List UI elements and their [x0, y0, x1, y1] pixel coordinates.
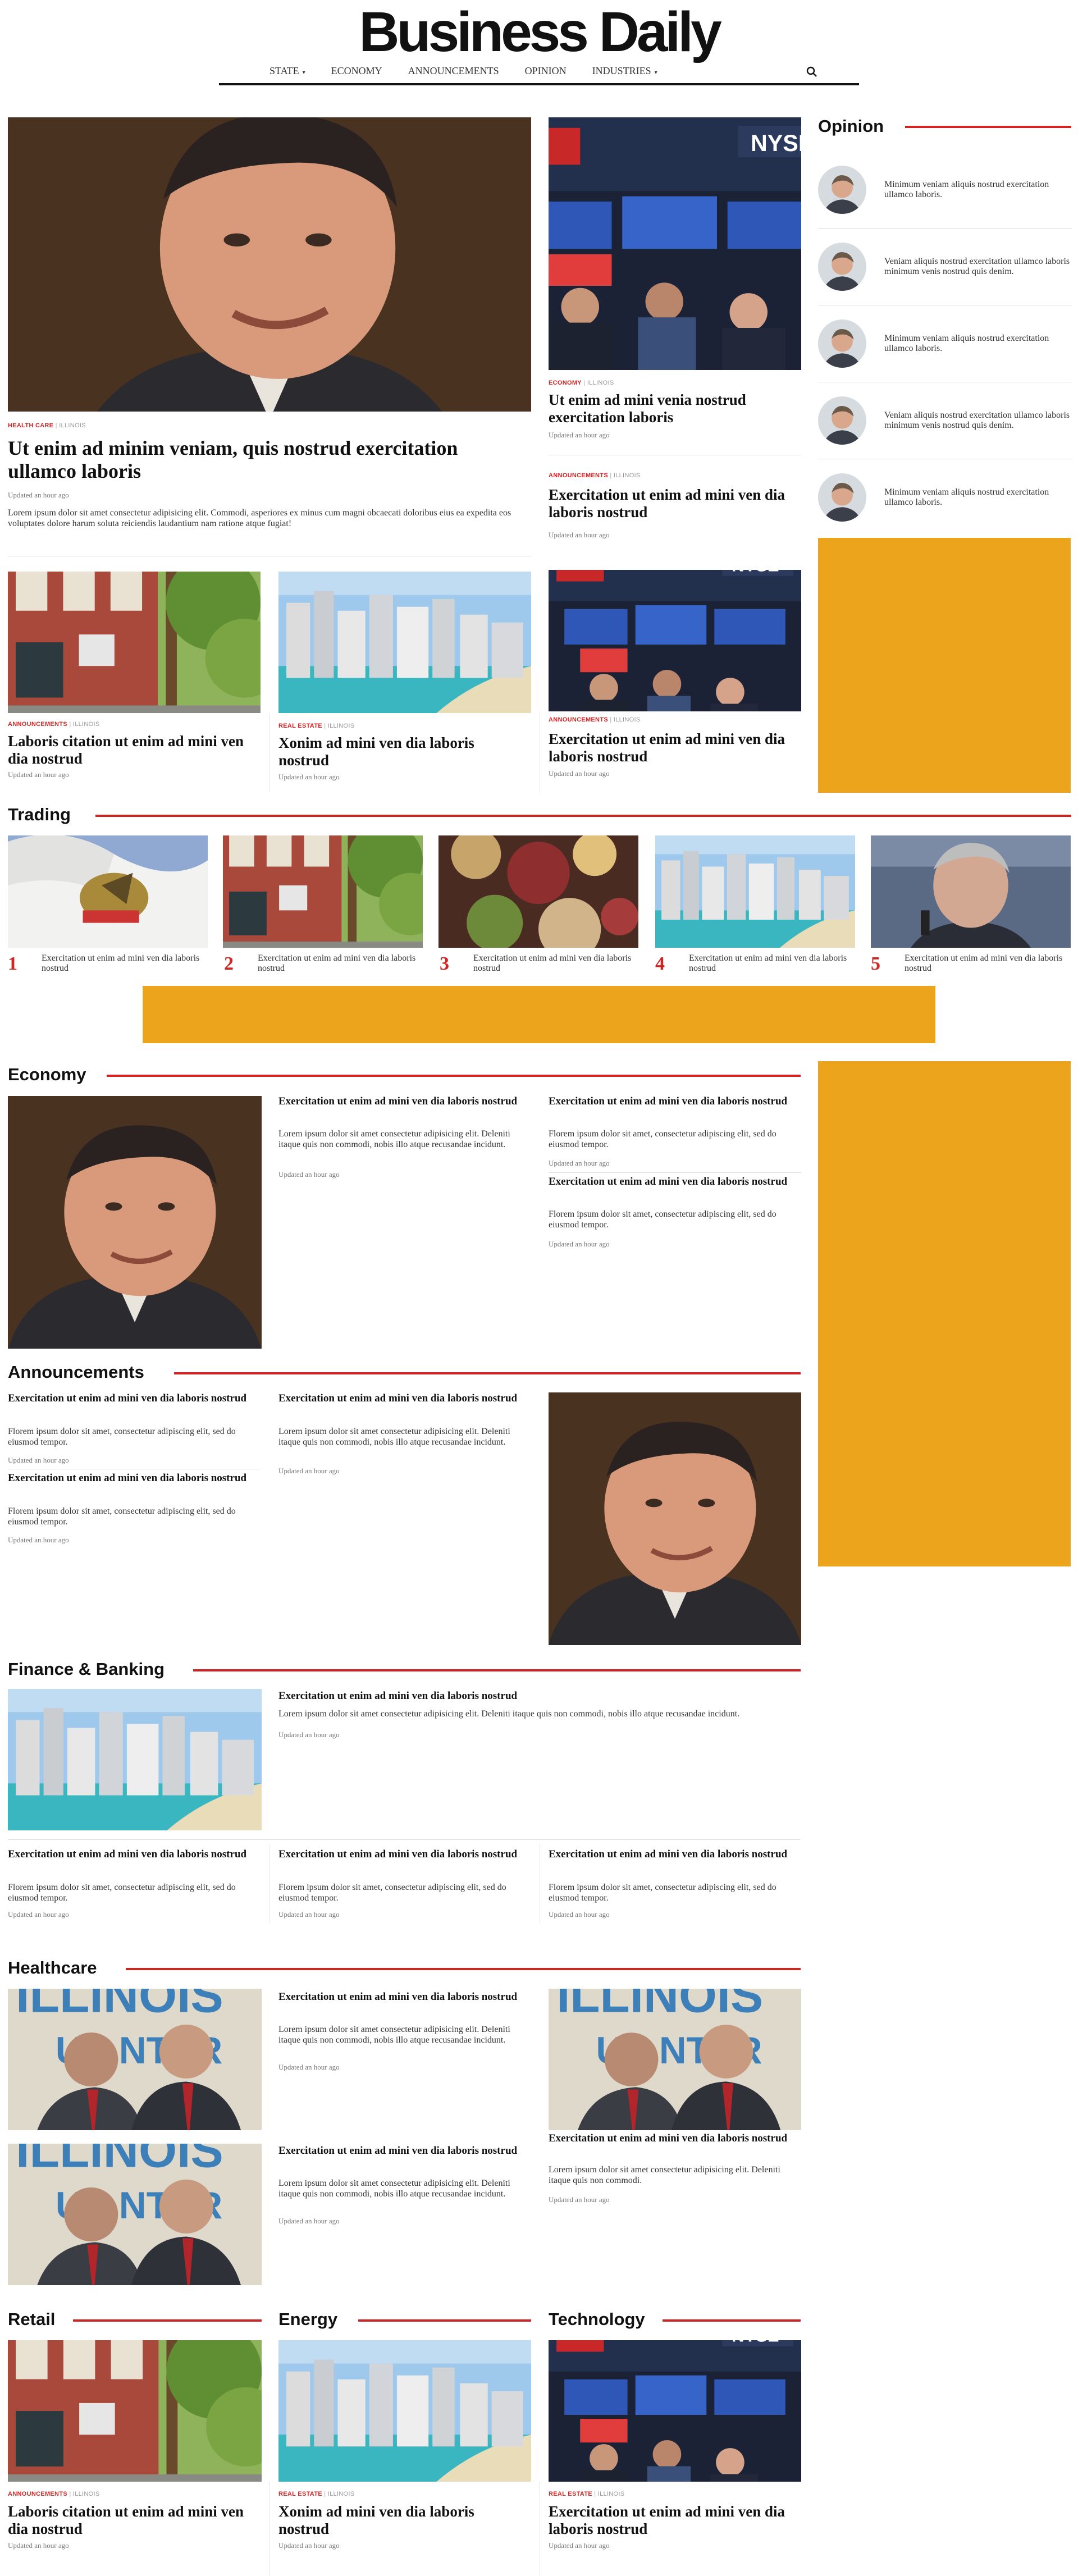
trading-headline[interactable]: Exercitation ut enim ad mini ven dia laboris nostrud — [42, 953, 200, 973]
story-image[interactable] — [278, 2340, 531, 2482]
story-headline[interactable]: Xonim ad mini ven dia laboris nostrud — [278, 734, 474, 769]
ad-slot-sidebar[interactable] — [818, 1061, 1071, 1566]
updated-time: Updated an hour ago — [278, 1170, 340, 1179]
updated-time: Updated an hour ago — [278, 2217, 340, 2225]
trading-heading[interactable]: Trading — [8, 803, 82, 826]
story-image[interactable] — [8, 2340, 262, 2482]
story-headline[interactable]: Exercitation ut enim ad mini ven dia laboris nostrud — [8, 1392, 247, 1404]
section-rule — [358, 2319, 531, 2322]
search-icon[interactable] — [806, 66, 817, 77]
opinion-item[interactable]: Minimum veniam aliquis nostrud exercitation ullamco laboris. — [818, 305, 1072, 382]
trading-image[interactable] — [871, 835, 1071, 948]
updated-time: Updated an hour ago — [278, 2541, 340, 2550]
opinion-item[interactable]: Veniam aliquis nostrud exercitation ullamco laboris minimum venis nostrud quis denim. — [818, 229, 1072, 305]
section-rule — [905, 126, 1071, 128]
updated-time: Updated an hour ago — [549, 1240, 610, 1248]
nav-item-state[interactable]: STATE ▾ — [270, 65, 305, 76]
story-excerpt: Florem ipsum dolor sit amet, consectetur adipiscing elit, sed do eiusmod tempor. — [8, 1506, 236, 1527]
avatar — [818, 396, 866, 445]
updated-time: Updated an hour ago — [549, 431, 610, 439]
rank-number: 1 — [8, 953, 17, 974]
category-link[interactable]: HEALTH CARE — [8, 422, 54, 429]
chevron-down-icon: ▾ — [302, 69, 305, 76]
opinion-item[interactable]: Veniam aliquis nostrud exercitation ullamco laboris minimum venis nostrud quis denim. — [818, 382, 1072, 459]
side-mid-meta: ANNOUNCEMENTS | ILLINOIS — [549, 472, 641, 479]
updated-time: Updated an hour ago — [278, 2063, 340, 2071]
finance-heading[interactable]: Finance & Banking — [8, 1658, 176, 1680]
nav-item-economy[interactable]: ECONOMY — [331, 65, 382, 76]
trading-headline[interactable]: Exercitation ut enim ad mini ven dia laboris nostrud — [689, 953, 847, 973]
trading-image[interactable] — [438, 835, 638, 948]
updated-time: Updated an hour ago — [8, 1910, 69, 1919]
section-rule — [107, 1075, 801, 1077]
story-excerpt: Lorem ipsum dolor sit amet consectetur adipisicing elit. Deleniti itaque quis non commodi. — [549, 2165, 780, 2185]
chevron-down-icon: ▾ — [654, 69, 657, 76]
story-excerpt: Lorem ipsum dolor sit amet consectetur adipisicing elit. Deleniti itaque quis non commodi, nobis illo atque recusandae incidunt. — [278, 1129, 510, 1149]
updated-time: Updated an hour ago — [278, 1910, 340, 1919]
trading-image[interactable] — [8, 835, 208, 948]
rank-number: 4 — [655, 953, 665, 974]
side-top-image[interactable] — [549, 117, 801, 370]
updated-time: Updated an hour ago — [8, 1456, 69, 1464]
story-image[interactable] — [278, 572, 531, 713]
economy-heading[interactable]: Economy — [8, 1063, 98, 1086]
nav-item-announcements[interactable]: ANNOUNCEMENTS — [408, 65, 499, 76]
story-headline[interactable]: Laboris citation ut enim ad mini ven dia nostrud — [8, 2503, 244, 2537]
story-headline[interactable]: Laboris citation ut enim ad mini ven dia nostrud — [8, 733, 244, 767]
ad-slot-sidebar[interactable] — [818, 538, 1071, 793]
rank-number: 5 — [871, 953, 880, 974]
story-excerpt: Florem ipsum dolor sit amet, consectetur adipiscing elit, sed do eiusmod tempor. — [549, 1883, 776, 1903]
story-headline[interactable]: Exercitation ut enim ad mini ven dia laboris nostrud — [549, 730, 785, 765]
avatar — [818, 166, 866, 214]
section-rule — [174, 1372, 801, 1374]
updated-time: Updated an hour ago — [8, 2541, 69, 2550]
location-label: ILLINOIS — [59, 422, 86, 429]
updated-time: Updated an hour ago — [549, 2541, 610, 2550]
updated-time: Updated an hour ago — [549, 769, 610, 778]
avatar — [818, 319, 866, 368]
updated-time: Updated an hour ago — [278, 773, 340, 781]
opinion-list — [818, 152, 1072, 536]
healthcare-image[interactable] — [8, 2144, 262, 2285]
section-rule — [126, 1968, 801, 1970]
healthcare-image[interactable] — [8, 1989, 262, 2130]
section-rule — [193, 1669, 801, 1671]
retail-heading[interactable]: Retail — [8, 2308, 66, 2331]
healthcare-heading[interactable]: Healthcare — [8, 1957, 108, 1979]
story-headline[interactable]: Exercitation ut enim ad mini ven dia laboris nostrud — [278, 1392, 518, 1404]
updated-time: Updated an hour ago — [549, 1910, 610, 1919]
story-excerpt: Lorem ipsum dolor sit amet consectetur adipisicing elit. Deleniti itaque quis non commodi, nobis illo atque recusandae incidunt. — [278, 1427, 510, 1447]
story-excerpt: Lorem ipsum dolor sit amet consectetur adipisicing elit. Deleniti itaque quis non commodi, nobis illo atque recusandae incidunt. — [278, 1709, 740, 1719]
updated-time: Updated an hour ago — [549, 531, 610, 539]
announcements-heading[interactable]: Announcements — [8, 1361, 156, 1383]
rank-number: 3 — [440, 953, 449, 974]
story-excerpt: Florem ipsum dolor sit amet, consectetur adipiscing elit, sed do eiusmod tempor. — [549, 1129, 776, 1149]
story-headline[interactable]: Exercitation ut enim ad mini ven dia laboris nostrud — [549, 2132, 788, 2144]
ad-slot-banner[interactable] — [143, 986, 935, 1043]
opinion-item[interactable]: Minimum veniam aliquis nostrud exercitation ullamco laboris. — [818, 459, 1072, 536]
story-headline[interactable]: Exercitation ut enim ad mini ven dia laboris nostrud — [278, 1095, 518, 1107]
announcements-image[interactable] — [549, 1392, 801, 1645]
section-rule — [73, 2319, 262, 2322]
opinion-heading[interactable]: Opinion — [818, 115, 895, 138]
story-headline[interactable]: Exercitation ut enim ad mini ven dia laboris nostrud — [549, 1095, 788, 1107]
healthcare-image[interactable] — [549, 1989, 801, 2130]
story-image[interactable] — [549, 2340, 801, 2482]
lead-image[interactable] — [8, 117, 531, 412]
story-image[interactable] — [549, 570, 801, 711]
energy-heading[interactable]: Energy — [278, 2308, 349, 2331]
story-excerpt: Florem ipsum dolor sit amet, consectetur adipiscing elit, sed do eiusmod tempor. — [8, 1427, 236, 1447]
rank-number: 2 — [224, 953, 234, 974]
side-top-headline[interactable]: Ut enim ad mini venia nostrud exercitation laboris — [549, 391, 746, 426]
story-headline[interactable]: Exercitation ut enim ad mini ven dia laboris nostrud — [549, 2503, 785, 2537]
trading-headline[interactable]: Exercitation ut enim ad mini ven dia laboris nostrud — [905, 953, 1063, 973]
side-mid-headline[interactable]: Exercitation ut enim ad mini ven dia laboris nostrud — [549, 486, 785, 520]
main-nav — [219, 58, 859, 85]
trading-headline[interactable]: Exercitation ut enim ad mini ven dia laboris nostrud — [473, 953, 632, 973]
updated-time: Updated an hour ago — [278, 1467, 340, 1475]
story-excerpt: Florem ipsum dolor sit amet, consectetur adipiscing elit, sed do eiusmod tempor. — [278, 1883, 506, 1903]
story-headline[interactable]: Exercitation ut enim ad mini ven dia laboris nostrud — [8, 1472, 247, 1484]
finance-image[interactable] — [8, 1689, 262, 1830]
story-excerpt: Lorem ipsum dolor sit amet consectetur adipisicing elit. Deleniti itaque quis non commodi, nobis illo atque recusandae incidunt. — [278, 2178, 510, 2199]
story-excerpt: Lorem ipsum dolor sit amet consectetur adipisicing elit. Deleniti itaque quis non commodi, nobis illo atque recusandae incidunt. — [278, 2025, 510, 2045]
side-top-meta: ECONOMY | ILLINOIS — [549, 380, 614, 386]
story-headline[interactable]: Exercitation ut enim ad mini ven dia laboris nostrud — [278, 2145, 518, 2157]
opinion-item[interactable]: Minimum veniam aliquis nostrud exercitation ullamco laboris. — [818, 152, 1072, 228]
technology-heading[interactable]: Technology — [549, 2308, 656, 2331]
story-excerpt: Florem ipsum dolor sit amet, consectetur adipiscing elit, sed do eiusmod tempor. — [8, 1883, 236, 1903]
updated-time: Updated an hour ago — [549, 1159, 610, 1167]
story-headline[interactable]: Xonim ad mini ven dia laboris nostrud — [278, 2503, 474, 2537]
updated-time: Updated an hour ago — [8, 1536, 69, 1544]
updated-time: Updated an hour ago — [549, 2195, 610, 2204]
story-excerpt: Florem ipsum dolor sit amet, consectetur adipiscing elit, sed do eiusmod tempor. — [549, 1209, 776, 1230]
trading-image[interactable] — [223, 835, 423, 948]
trading-image[interactable] — [655, 835, 855, 948]
avatar — [818, 473, 866, 522]
nav-item-opinion[interactable]: OPINION — [524, 65, 567, 76]
updated-time: Updated an hour ago — [278, 1730, 340, 1739]
updated-time: Updated an hour ago — [8, 491, 69, 499]
lead-meta: HEALTH CARE | ILLINOIS — [8, 422, 86, 429]
story-headline[interactable]: Exercitation ut enim ad mini ven dia laboris nostrud — [278, 1991, 518, 2003]
site-logo[interactable]: Business Daily — [359, 1, 719, 63]
economy-image[interactable] — [8, 1096, 262, 1349]
section-rule — [663, 2319, 801, 2322]
story-headline[interactable]: Exercitation ut enim ad mini ven dia laboris nostrud — [278, 1848, 518, 1860]
avatar — [818, 243, 866, 291]
lead-excerpt: Lorem ipsum dolor sit amet consectetur adipisicing elit. Commodi, asperiores ex minus cum magni obcaecati doloribus eius ea expedita eos voluptates dolore harum soluta reiciendis laudantium nam ratione atque fugiat! — [8, 508, 511, 528]
updated-time: Updated an hour ago — [8, 770, 69, 779]
section-rule — [95, 815, 1071, 817]
story-headline[interactable]: Exercitation ut enim ad mini ven dia laboris nostrud — [8, 1848, 247, 1860]
nav-item-industries[interactable]: INDUSTRIES ▾ — [592, 65, 657, 76]
story-headline[interactable]: Exercitation ut enim ad mini ven dia laboris nostrud — [549, 1848, 788, 1860]
story-headline[interactable]: Exercitation ut enim ad mini ven dia laboris nostrud — [278, 1690, 518, 1702]
lead-headline[interactable]: Ut enim ad minim veniam, quis nostrud exercitation ullamco laboris — [8, 437, 458, 482]
story-headline[interactable]: Exercitation ut enim ad mini ven dia laboris nostrud — [549, 1176, 788, 1187]
story-image[interactable] — [8, 572, 261, 713]
trading-headline[interactable]: Exercitation ut enim ad mini ven dia laboris nostrud — [258, 953, 416, 973]
